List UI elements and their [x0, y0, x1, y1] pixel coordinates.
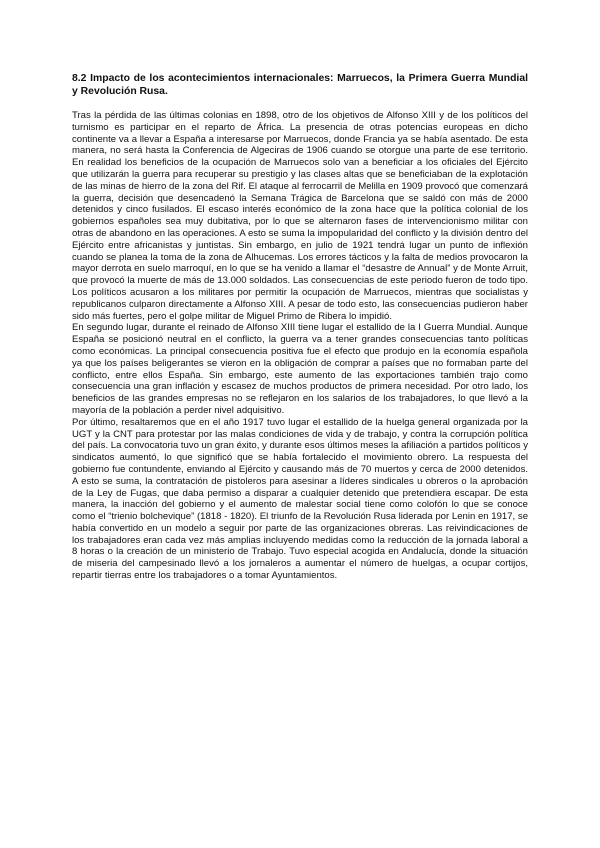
section-heading: 8.2 Impacto de los acontecimientos internacionales: Marruecos, la Primera Guerra Mundial y Revolución Rusa.: [72, 73, 528, 97]
paragraph-revolucion-rusa: Por último, resaltaremos que en el año 1917 tuvo lugar el estallido de la huelga general organizada por la UGT y la CNT para protestar por las malas condiciones de vida y de trabajo, y contra la corrupción política del país. La convocatoria tuvo un gran éxito, y durante esos últimos meses la afiliación a partidos políticos y sindicatos aumentó, lo que significó que se había fortalecido el movimiento obrero. La respuesta del gobierno fue contundente, enviando al Ejército y causando más de 70 muertos y cerca de 2000 detenidos. A esto se suma, la contratación de pistoleros para asesinar a líderes sindicales u obreros o la aprobación de la Ley de Fugas, que daba permiso a disparar a cualquier detenido que pretendiera escapar. De esta manera, la inacción del gobierno y el aumento de malestar social tiene como colofón lo que se conoce como el “trienio bolchevique” (1818 - 1820). El triunfo de la Revolución Rusa liderada por Lenin en 1917, se había convertido en un modelo a seguir por parte de las organizaciones obreras. Las reivindicaciones de los trabajadores eran cada vez más amplias incluyendo medidas como la reducción de la jornada laboral a 8 horas o la creación de un ministerio de Trabajo. Tuvo especial acogida en Andalucía, donde la situación de miseria del campesinado llevó a los jornaleros a aumentar el número de huelgas, a ocupar cortijos, repartir tierras entre los trabajadores o a tomar Ayuntamientos.: [72, 416, 528, 582]
document-body: [72, 72, 528, 582]
paragraph-marruecos: Tras la pérdida de las últimas colonias en 1898, otro de los objetivos de Alfonso XIII y de los políticos del turnismo es participar en el reparto de África. La presencia de otras potencias europeas en dicho continente va a llevar a España a interesarse por Marruecos, donde Francia ya se había asentado. De esta manera, no será hasta la Conferencia de Algeciras de 1906 cuando se otorgue una parte de ese territorio. En realidad los beneficios de la ocupación de Marruecos solo van a beneficiar a los oficiales del Ejército que utilizarán la guerra para recuperar su prestigio y las clases altas que se beneficiaban de la explotación de las minas de hierro de la zona del Rif. El ataque al ferrocarril de Melilla en 1909 provocó que comenzará la guerra, decisión que desencadenó la Semana Trágica de Barcelona que se saldó con más de 2000 detenidos y cinco fusilados. El escaso interés económico de la zona hace que la política colonial de los gobiernos españoles sea muy dubitativa, por lo que se alternaron fases de intervencionismo militar con otras de abandono en las operaciones. A esto se suma la impopularidad del conflicto y la división dentro del Ejército entre africanistas y juntistas. Sin embargo, en julio de 1921 tendrá lugar un punto de inflexión cuando se planea la toma de la zona de Alhucemas. Los errores tácticos y la falta de medios provocaron la mayor derrota en suelo marroquí, en lo que se ha venido a llamar el “desastre de Annual” y de Monte Arruit, que provocó la muerte de más de 13.000 soldados. Las consecuencias de este periodo fueron de todo tipo. Los políticos acusaron a los militares por permitir la ocupación de Marruecos, mientras que socialistas y republicanos culparon directamente a Alfonso XIII. A pesar de todo esto, las consecuencias pudieron haber sido más fuertes, pero el golpe militar de Miguel Primo de Ribera lo impidió.: [72, 110, 528, 322]
paragraph-primera-guerra-mundial: En segundo lugar, durante el reinado de Alfonso XIII tiene lugar el estallido de la I Guerra Mundial. Aunque España se posicionó neutral en el conflicto, la guerra va a tener grandes consecuencias tanto políticas como económicas. La principal consecuencia positiva fue el efecto que produjo en la economía española ya que los países beligerantes se vieron en la obligación de comprar a países que no formaban parte del conflicto, entre ellos España. Sin embargo, este aumento de las exportaciones también trajo como consecuencia una gran inflación y escasez de muchos productos de primera necesidad. Por otro lado, los beneficios de las grandes empresas no se reflejaron en los salarios de los trabajadores, lo que llevó a la mayoría de la población a perder nivel adquisitivo.: [72, 322, 528, 416]
